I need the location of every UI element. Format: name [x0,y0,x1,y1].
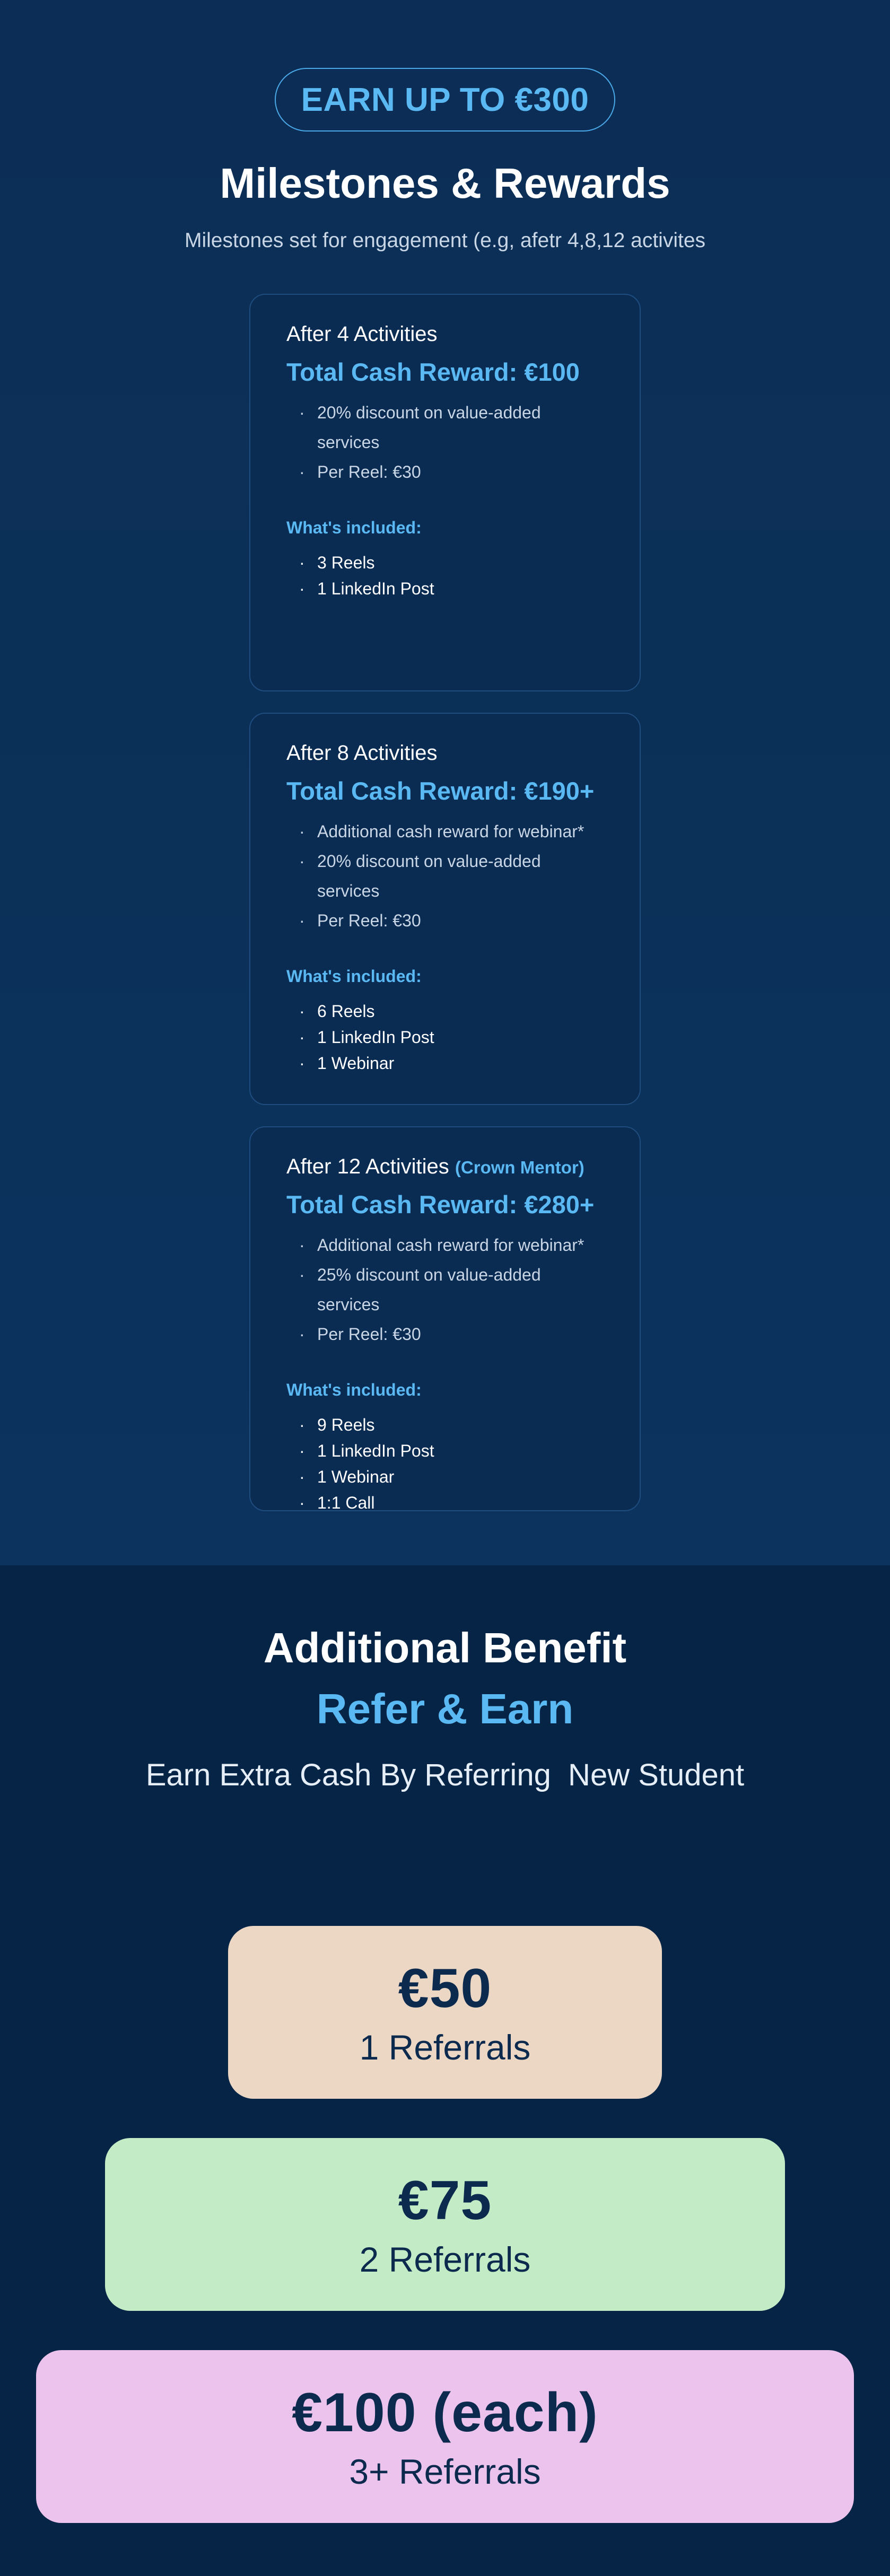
refer-section [0,1565,890,2576]
included-item: · 9 Reels [286,1412,604,1438]
refer-title: Refer & Earn [316,1685,574,1732]
referral-tier-2 [105,2138,785,2311]
milestone-reward: Total Cash Reward: €190+ [286,777,595,805]
included-item: · 6 Reels [286,998,604,1024]
milestone-heading [286,1154,604,1179]
included-title: What's included: [286,518,422,538]
included-item: · 1 Webinar [286,1464,604,1490]
tier-label: 3+ Referrals [349,2451,541,2491]
milestone-card-12 [249,1126,641,1511]
milestone-heading-text: After 12 Activities [286,1155,449,1178]
included-item: · 1 LinkedIn Post [286,1024,604,1050]
earn-badge: EARN UP TO €300 [275,68,615,132]
perk-item: · Additional cash reward for webinar* [286,1230,604,1260]
included-title: What's included: [286,967,422,986]
perk-item: · 20% discount on value-added services [286,846,604,906]
perk-item: · 20% discount on value-added services [286,398,604,457]
perk-item: · Per Reel: €30 [286,1319,604,1349]
milestone-heading [286,740,604,766]
milestone-card-4 [249,294,641,691]
benefit-title: Additional Benefit [263,1624,627,1671]
perk-list [286,398,604,487]
included-list [286,1412,604,1516]
tier-amount: €75 [398,2169,492,2231]
included-list [286,550,604,602]
tier-label: 1 Referrals [359,2027,531,2067]
included-item: · 3 Reels [286,550,604,576]
tier-label: 2 Referrals [359,2239,531,2279]
refer-subtitle: Earn Extra Cash By Referring New Student [145,1758,745,1792]
milestone-heading-text: After 8 Activities [286,741,438,765]
page-title: Milestones & Rewards [220,160,670,207]
tier-amount: €100 (each) [292,2381,598,2443]
tier-amount: €50 [398,1957,492,2019]
included-list [286,998,604,1076]
crown-mentor-tag: (Crown Mentor) [455,1158,584,1177]
referral-tier-1 [228,1926,662,2099]
included-item: · 1 LinkedIn Post [286,1438,604,1464]
perk-item: · Additional cash reward for webinar* [286,817,604,846]
included-item: · 1 LinkedIn Post [286,576,604,602]
included-item: · 1:1 Call [286,1490,604,1516]
perk-item: · Per Reel: €30 [286,457,604,487]
included-item: · 1 Webinar [286,1050,604,1076]
milestone-heading [286,321,604,347]
milestone-card-8 [249,713,641,1105]
milestone-reward: Total Cash Reward: €280+ [286,1190,595,1219]
perk-list [286,817,604,935]
perk-list [286,1230,604,1349]
perk-item: · 25% discount on value-added services [286,1260,604,1319]
milestone-reward: Total Cash Reward: €100 [286,358,580,386]
included-title: What's included: [286,1380,422,1400]
page-subtitle: Milestones set for engagement (e.g, afetr 4,8,12 activites [184,229,706,252]
perk-item: · Per Reel: €30 [286,906,604,935]
referral-tier-3 [36,2350,854,2523]
milestone-heading-text: After 4 Activities [286,322,438,346]
